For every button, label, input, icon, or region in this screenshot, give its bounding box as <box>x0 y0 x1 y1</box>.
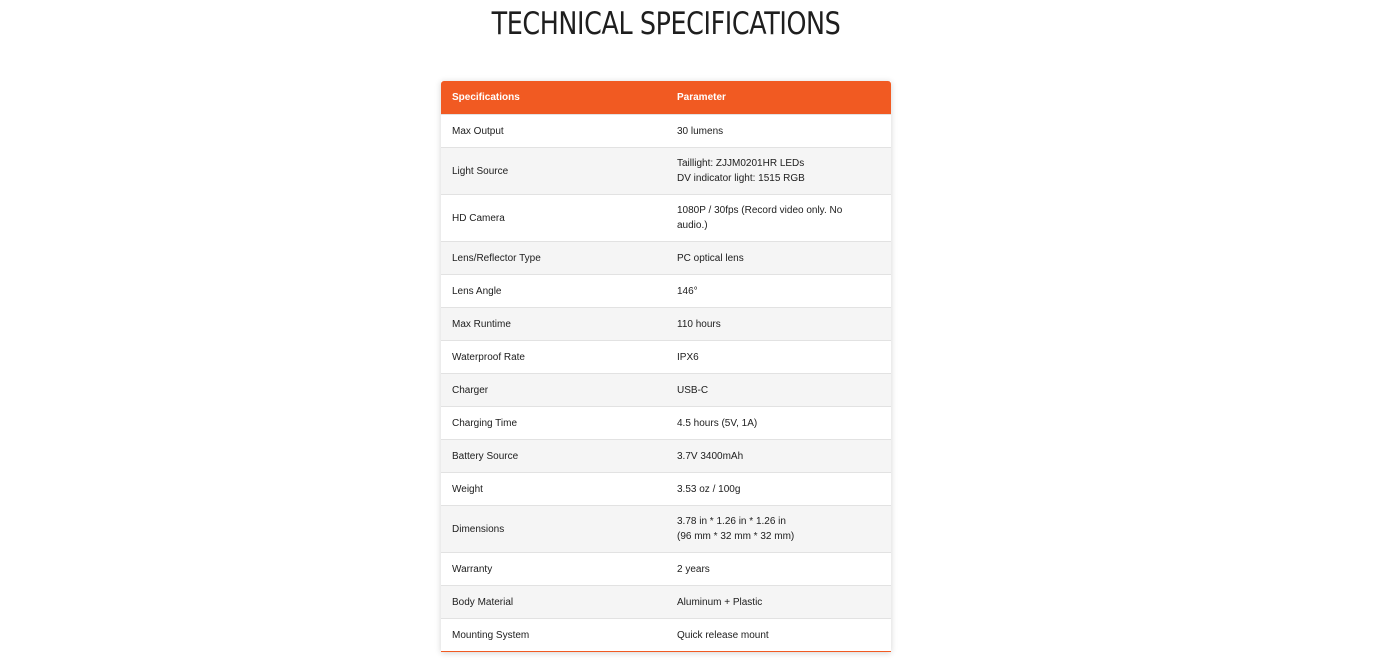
parameter-line: 3.78 in * 1.26 in * 1.26 in <box>677 516 786 527</box>
parameter-line: 30 lumens <box>677 125 724 137</box>
page-title: TECHNICAL SPECIFICATIONS <box>491 6 841 42</box>
spec-table <box>441 81 891 651</box>
spec-name: Waterproof Rate <box>441 341 666 374</box>
parameter-line: (96 mm * 32 mm * 32 mm) <box>677 531 795 542</box>
spec-name: Max Runtime <box>441 308 666 341</box>
spec-parameter <box>666 473 891 506</box>
table-row <box>441 440 891 473</box>
spec-table-header <box>441 81 891 115</box>
spec-parameter <box>666 341 891 374</box>
spec-name: Body Material <box>441 586 666 619</box>
table-row <box>441 195 891 242</box>
spec-name: Warranty <box>441 553 666 586</box>
spec-name: Charging Time <box>441 407 666 440</box>
parameter-line: Quick release mount <box>677 629 769 641</box>
spec-parameter <box>666 553 891 586</box>
spec-table-body <box>441 115 891 652</box>
table-row <box>441 506 891 553</box>
spec-parameter <box>666 407 891 440</box>
parameter-line: Taillight: ZJJM0201HR LEDs <box>677 158 805 169</box>
parameter-line: audio.) <box>677 220 708 231</box>
spec-name: Lens/Reflector Type <box>441 242 666 275</box>
spec-parameter <box>666 195 891 242</box>
spec-table-card <box>441 81 891 652</box>
spec-parameter <box>666 242 891 275</box>
spec-parameter <box>666 440 891 473</box>
parameter-line: 2 years <box>677 563 710 575</box>
parameter-line: USB-C <box>677 384 709 396</box>
spec-parameter <box>666 308 891 341</box>
spec-name: Light Source <box>441 148 666 195</box>
header-specifications: Specifications <box>452 92 520 103</box>
parameter-line: Aluminum + Plastic <box>677 596 763 608</box>
parameter-line: PC optical lens <box>677 252 744 264</box>
table-row <box>441 586 891 619</box>
parameter-line: 146° <box>677 285 698 297</box>
table-row <box>441 341 891 374</box>
spec-parameter <box>666 586 891 619</box>
spec-parameter <box>666 115 891 148</box>
table-row <box>441 275 891 308</box>
table-row <box>441 148 891 195</box>
spec-parameter <box>666 148 891 195</box>
spec-name: Max Output <box>441 115 666 148</box>
spec-name: HD Camera <box>441 195 666 242</box>
spec-name: Lens Angle <box>441 275 666 308</box>
parameter-line: IPX6 <box>677 351 699 363</box>
parameter-line: 4.5 hours (5V, 1A) <box>677 417 758 429</box>
spec-parameter <box>666 275 891 308</box>
spec-name: Weight <box>441 473 666 506</box>
table-row <box>441 242 891 275</box>
table-row <box>441 374 891 407</box>
table-row <box>441 553 891 586</box>
parameter-line: 3.53 oz / 100g <box>677 483 741 495</box>
table-row <box>441 473 891 506</box>
table-row <box>441 115 891 148</box>
spec-parameter <box>666 619 891 652</box>
parameter-line: 110 hours <box>677 318 721 330</box>
parameter-line: DV indicator light: 1515 RGB <box>677 173 805 184</box>
spec-name: Mounting System <box>441 619 666 652</box>
spec-parameter <box>666 506 891 553</box>
spec-name: Charger <box>441 374 666 407</box>
table-row <box>441 407 891 440</box>
spec-parameter <box>666 374 891 407</box>
parameter-line: 1080P / 30fps (Record video only. No <box>677 205 843 216</box>
table-row <box>441 619 891 652</box>
table-row <box>441 308 891 341</box>
spec-name: Battery Source <box>441 440 666 473</box>
parameter-line: 3.7V 3400mAh <box>677 450 744 462</box>
header-parameter: Parameter <box>677 92 726 103</box>
spec-name: Dimensions <box>441 506 666 553</box>
header-row <box>441 81 891 115</box>
